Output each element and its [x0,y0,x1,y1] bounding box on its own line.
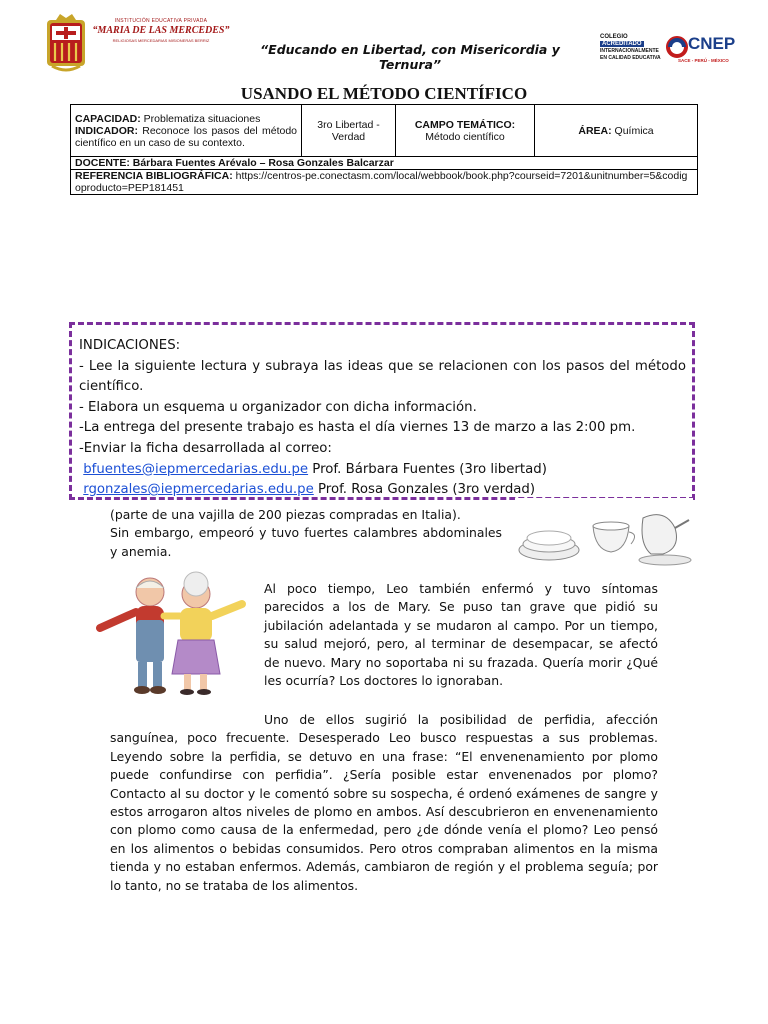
reading-paragraph-0 [110,506,502,561]
email-link-bfuentes[interactable]: bfuentes@iepmercedarias.edu.pe [83,461,309,477]
accreditation-line3: INTERNACIONALMENTE [600,48,659,54]
instructions-box [69,322,695,500]
email-link-rgonzales[interactable]: rgonzales@iepmercedarias.edu.pe [83,482,314,498]
info-table [70,104,698,195]
campo-value: Método científico [425,130,505,143]
docente-cell: DOCENTE: Bárbara Fuentes Arévalo – Rosa Gonzales Balcarzar [71,157,698,170]
page-title: USANDO EL MÉTODO CIENTÍFICO [240,84,528,103]
referencia-link[interactable]: https://centros-pe.conectasm.com/local/webbook/book.php?courseid=7201&unitnumber=5&codigoproducto=PEP181451 [75,170,688,194]
instruction-send: -Enviar la ficha desarrollada al correo: [79,440,332,456]
contact-2-name: Prof. Rosa Gonzales (3ro verdad) [313,482,536,498]
reading-paragraph-2: Uno de ellos sugirió la posibilidad de perfidia, afección sanguínea, poco frecuente. Desesperado Leo busco respuestas a sus problemas. Leyendo sobre la perfidia, se detuvo en una frase: “El envenenamiento por plomo puede confundirse con perfidia”. ¿Sería posible estar envenenados por plomo? Contacto al su doctor y le comentó sobre su sospecha, é ordenó exámenes de sangre y estos arrogaron altos niveles de plomo en ambos. Así descubrieron en envenenamiento con plomo como causa de la enfermedad, pero ¿de dónde venía el plomo? Leo pensó en los alimentos o bebidas consumidos. Pero otros compraban alimentos en la misma tienda y no estaban enfermos. Además, cambiaron de región y el problema seguía; por lo tanto, no se trataba de los alimentos. [110,712,658,893]
indicador-value: Reconoce los pasos del método científico en un caso de su contexto. [75,124,297,149]
accreditation-line4: EN CALIDAD EDUCATIVA [600,55,661,61]
campo-label: CAMPO TEMÁTICO: [414,118,516,131]
area-label: ÁREA: [578,124,612,137]
school-motto: “Educando en Libertad, con Misericordia y Ternura” [260,42,560,72]
instructions-heading: INDICACIONES: [79,338,181,353]
capacidad-value: Problematiza situaciones [140,112,261,125]
school-congregation: RELIGIOSAS MERCEDARIAS MISIONERAS BERRIZ [112,38,210,43]
contact-1 [79,460,686,481]
capacidad-indicador-cell [71,105,302,157]
capacidad-label: CAPACIDAD: [75,112,141,125]
accreditation-colegio: COLEGIO [600,34,628,40]
grado-cell: 3ro Libertad - Verdad [302,105,396,157]
referencia-label: REFERENCIA BIBLIOGRÁFICA: [75,170,233,182]
school-name: “MARIA DE LAS MERCEDES” [92,25,230,36]
instruction-scheme: - Elabora un esquema u organizador con dicha información. [79,399,477,415]
reading-p0-line2: Sin embargo, empeoró y tuvo fuertes calambres abdominales y anemia. [110,525,502,559]
campo-tematico-cell [396,105,535,157]
reading-paragraph-1: Al poco tiempo, Leo también enfermó y tuvo síntomas parecidos a los de Mary. Se puso tan grave que pidió su jubilación adelantada y se mudaron al campo. Por un tiempo, su salud mejoró, pero, al terminar de desempacar, se afectó de nuevo. Mary no soportaba ni su frazada. Quería morir ¿Qué les ocurría? Los doctores lo ignoraban. [264,581,658,689]
referencia-cell [71,170,698,195]
area-value: Química [611,124,654,137]
instruction-deadline: -La entrega del presente trabajo es hasta el día viernes 13 de marzo a las 2:00 pm. [79,420,636,436]
instruction-read: - Lee la siguiente lectura y subraya las ideas que se relacionen con los pasos del método científico. [79,358,686,395]
cnep-swirl-icon [666,36,688,58]
cnep-logo [666,32,736,72]
school-type: INSTITUCIÓN EDUCATIVA PRIVADA [114,18,208,24]
reading-p0-line1: (parte de una vajilla de 200 piezas compradas en Italia). [110,507,461,522]
school-crest-icon [46,14,86,72]
indicador-label: INDICADOR: [75,124,138,137]
area-cell [535,105,698,157]
contact-1-name: Prof. Bárbara Fuentes (3ro libertad) [308,461,547,477]
school-name-block [86,18,236,43]
cnep-brand: CNEP [688,34,736,53]
elderly-couple-image [92,570,250,698]
tea-set-image [515,498,693,566]
cnep-tagline: SACE - PERÚ - MÉXICO [678,58,729,63]
accreditation-acreditado: ACREDITADO [602,41,642,47]
accreditation-badge [600,34,662,62]
